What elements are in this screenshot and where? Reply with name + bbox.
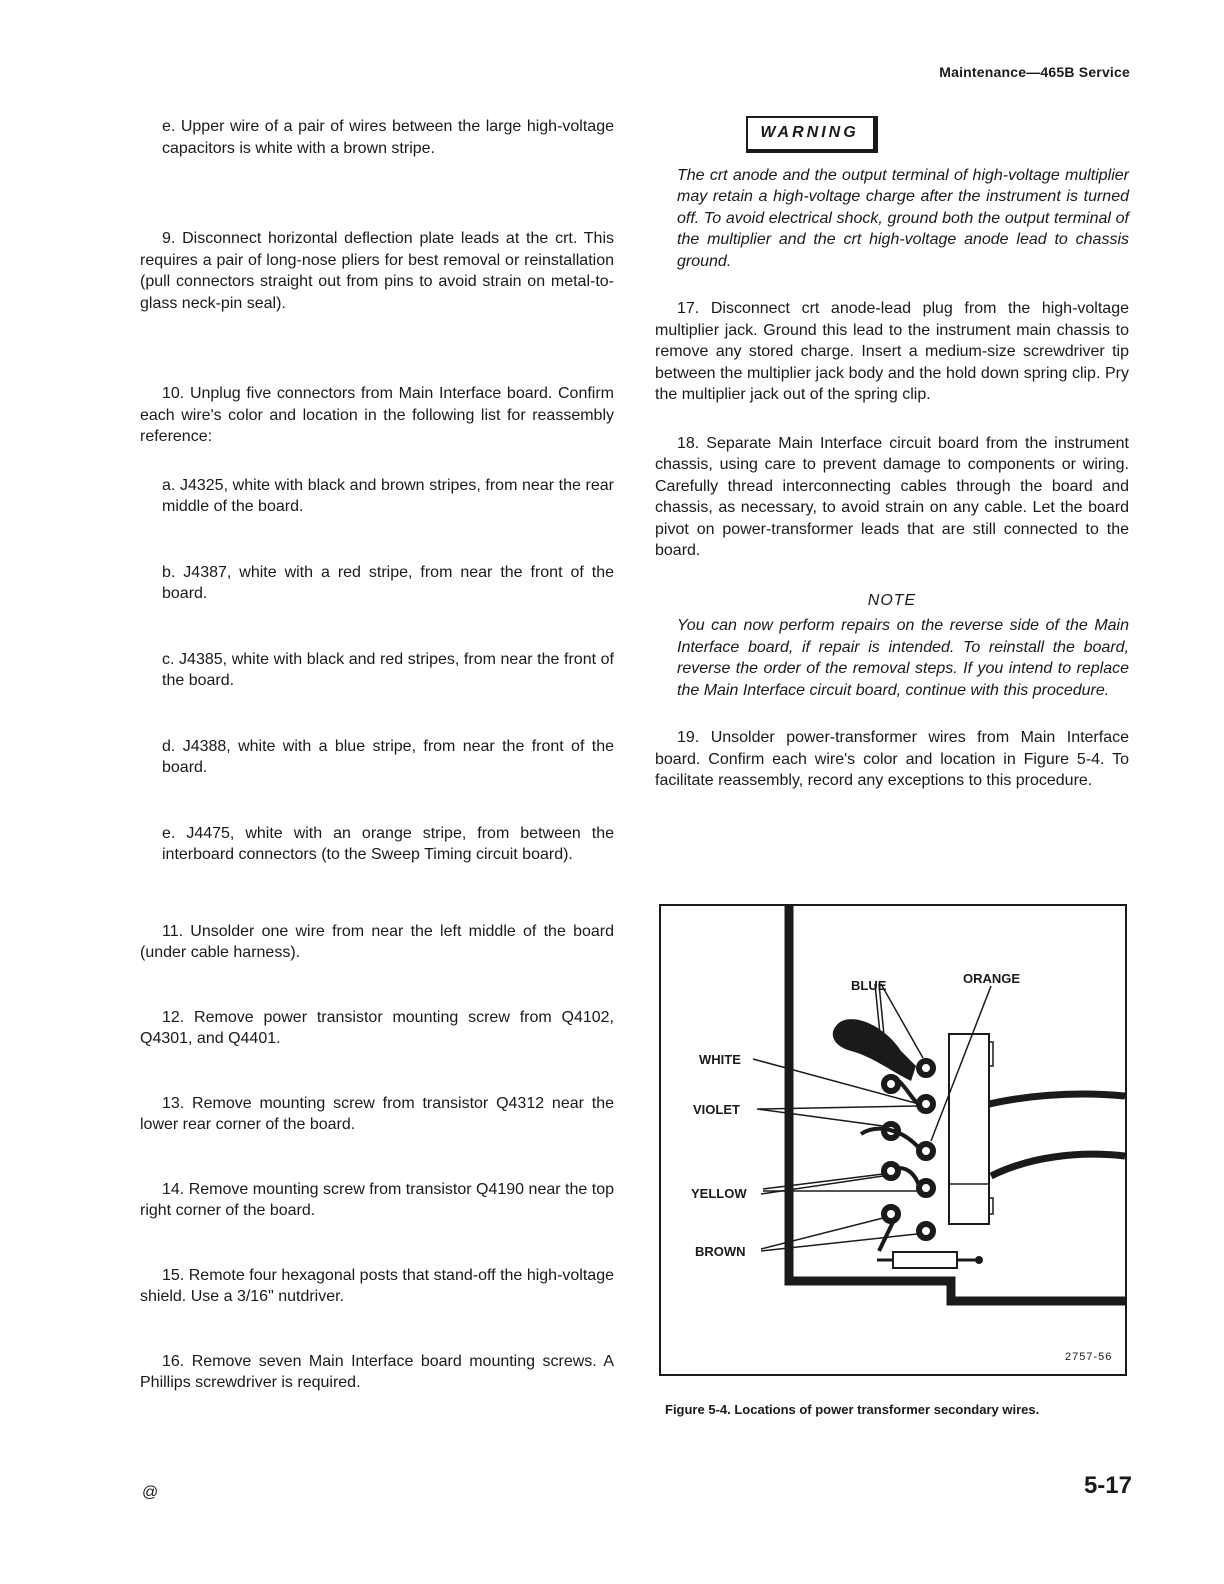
label-orange: ORANGE bbox=[963, 971, 1021, 986]
right-column bbox=[655, 116, 1129, 792]
cable-harness bbox=[833, 1019, 916, 1081]
step-10b: b. J4387, white with a red stripe, from near the front of the board. bbox=[162, 563, 614, 602]
warning-header bbox=[495, 116, 1129, 153]
figure-caption: Figure 5-4. Locations of power transformer secondary wires. bbox=[665, 1402, 1040, 1417]
step-14: 14. Remove mounting screw from transistor Q4190 near the top right corner of the board. bbox=[140, 1180, 614, 1219]
figure-5-4 bbox=[659, 904, 1127, 1376]
left-column bbox=[140, 116, 614, 1394]
step-16: 16. Remove seven Main Interface board mounting screws. A Phillips screwdriver is required. bbox=[140, 1352, 614, 1391]
wiring-diagram bbox=[661, 906, 1125, 1374]
step-9: 9. Disconnect horizontal deflection plate leads at the crt. This requires a pair of long-nose pliers for best removal or reinstallation (pull connectors straight out from pins to avoid strain on metal-to-glass neck-pin seal). bbox=[140, 230, 614, 312]
label-blue: BLUE bbox=[851, 978, 887, 993]
note-label: NOTE bbox=[867, 591, 917, 609]
step-13: 13. Remove mounting screw from transistor Q4312 near the lower rear corner of the board. bbox=[140, 1094, 614, 1133]
step-19: 19. Unsolder power-transformer wires from Main Interface board. Confirm each wire's color and location in Figure 5-4. To facilitate reassembly, record any exceptions to this procedure. bbox=[655, 729, 1129, 789]
step-15: 15. Remote four hexagonal posts that stand-off the high-voltage shield. Use a 3/16" nutdriver. bbox=[140, 1266, 614, 1305]
label-violet: VIOLET bbox=[693, 1102, 740, 1117]
label-white: WHITE bbox=[699, 1052, 741, 1067]
step-11: 11. Unsolder one wire from near the left middle of the board (under cable harness). bbox=[140, 922, 614, 961]
transformer-body bbox=[949, 1034, 989, 1224]
warning-text: The crt anode and the output terminal of high-voltage multiplier may retain a high-voltage charge after the instrument is turned off. To avoid electrical shock, ground both the output terminal of the multiplier and the crt high-voltage anode lead to chassis ground. bbox=[677, 166, 1129, 270]
page-number: 5-17 bbox=[1083, 1472, 1132, 1499]
warning-label: WARNING bbox=[746, 116, 877, 153]
cable-right-upper bbox=[981, 1094, 1125, 1106]
step-10: 10. Unplug five connectors from Main Interface board. Confirm each wire's color and location in the following list for reassembly reference: bbox=[140, 385, 614, 445]
step-18: 18. Separate Main Interface circuit board from the instrument chassis, using care to prevent damage to components or wiring. Carefully thread interconnecting cables through the board and chassis, as necessary, to avoid strain on any cable. Let the board pivot on power-transformer leads that are still connected to the board. bbox=[655, 434, 1129, 559]
step-10c: c. J4385, white with black and red stripes, from near the front of the board. bbox=[162, 650, 614, 689]
note-text: You can now perform repairs on the reverse side of the Main Interface board, if repair is intended. To reinstall the board, reverse the order of the removal steps. If you intend to replace the Main Interface circuit board, continue with this procedure. bbox=[677, 617, 1129, 699]
cable-right-lower bbox=[991, 1154, 1125, 1176]
footer-mark: @ bbox=[142, 1484, 159, 1501]
label-brown: BROWN bbox=[695, 1244, 746, 1259]
step-8e: e. Upper wire of a pair of wires between the large high-voltage capacitors is white with a brown stripe. bbox=[162, 118, 614, 157]
step-17: 17. Disconnect crt anode-lead plug from the high-voltage multiplier jack. Ground this lead to the instrument main chassis to remove any stored charge. Insert a medium-size screwdriver tip between the multiplier jack body and the hold down spring clip. Pry the multiplier jack out of the spring clip. bbox=[655, 300, 1129, 403]
solder-pads bbox=[884, 1061, 933, 1238]
label-yellow: YELLOW bbox=[691, 1186, 747, 1201]
step-12: 12. Remove power transistor mounting screw from Q4102, Q4301, and Q4401. bbox=[140, 1008, 614, 1047]
page-header: Maintenance—465B Service bbox=[939, 64, 1130, 80]
resistor bbox=[893, 1252, 957, 1268]
figure-number: 2757-56 bbox=[1065, 1351, 1113, 1363]
step-10d: d. J4388, white with a blue stripe, from near the front of the board. bbox=[162, 737, 614, 776]
step-10e: e. J4475, white with an orange stripe, from between the interboard connectors (to the Sweep Timing circuit board). bbox=[162, 824, 614, 863]
step-10a: a. J4325, white with black and brown stripes, from near the rear middle of the board. bbox=[162, 476, 614, 515]
